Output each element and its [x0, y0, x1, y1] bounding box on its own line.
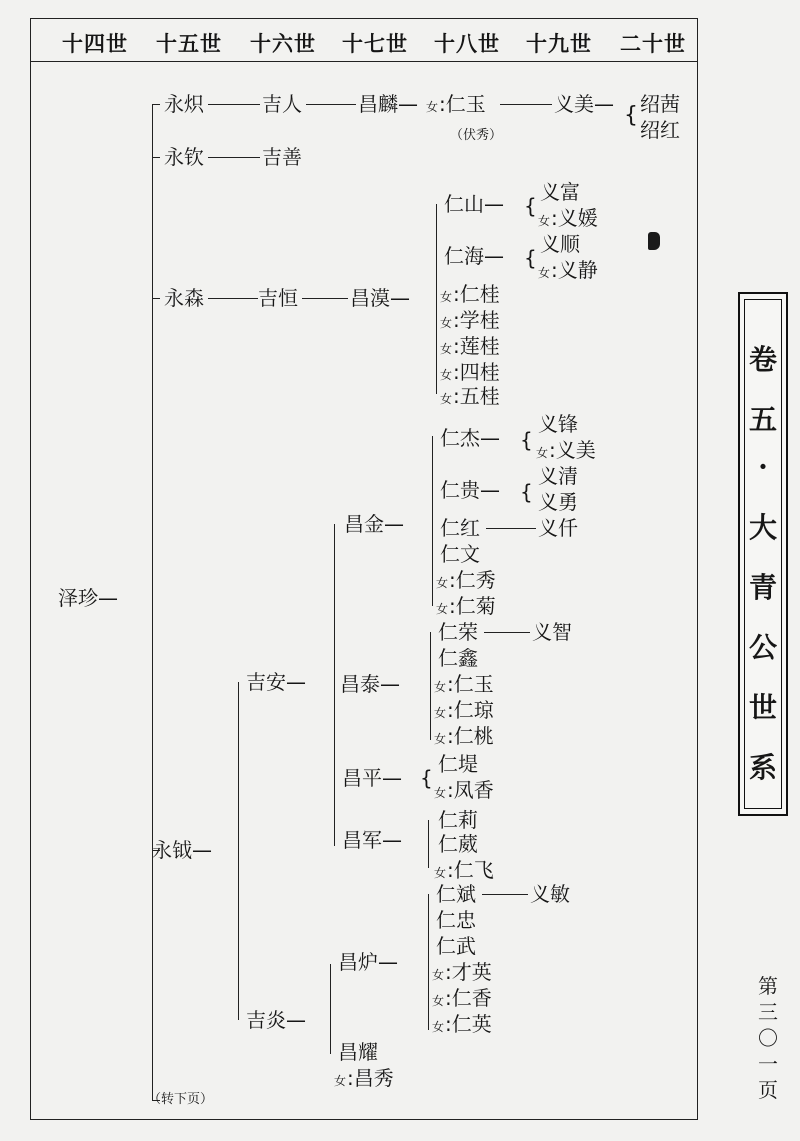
brace: {: [524, 246, 537, 270]
node-caiying: 女:才英: [432, 960, 492, 984]
node-renfei: 女:仁飞: [434, 858, 494, 882]
bracket-line: [436, 204, 437, 394]
node-xuegui: 女:学桂: [440, 308, 500, 332]
bracket-line: [330, 964, 331, 1054]
node-yongsen: 永森: [164, 286, 204, 310]
node-yifu: 义富: [540, 180, 580, 204]
bracket-line: [430, 632, 431, 740]
node-renli: 仁莉: [438, 808, 478, 832]
page-number-char: 页: [758, 1078, 778, 1102]
generation-header: [30, 18, 698, 62]
page-number-char: 三: [758, 1000, 778, 1024]
bracket-line: [432, 436, 433, 606]
page-number-char: 第: [758, 974, 778, 998]
bracket-tick: [152, 104, 160, 105]
node-renwen: 仁文: [440, 542, 480, 566]
node-renyu1-note: （伏秀）: [450, 128, 503, 143]
female-mark: 女: [426, 100, 439, 114]
node-jiren: 吉人: [262, 92, 302, 116]
node-yimei1: 义美—: [554, 92, 614, 116]
brace: {: [520, 428, 533, 452]
node-renyu2: 女:仁玉: [434, 672, 494, 696]
node-renwu: 仁武: [436, 934, 476, 958]
node-renying: 女:仁英: [432, 1012, 492, 1036]
bracket-line: [334, 524, 335, 846]
node-zezhen: 泽珍—: [58, 586, 118, 610]
node-yimin: 义敏: [530, 882, 570, 906]
connector: [302, 298, 348, 299]
bracket-tick: [152, 298, 160, 299]
node-yifeng: 义锋: [538, 412, 578, 436]
side-char: 世: [748, 691, 777, 724]
connector: [484, 632, 530, 633]
node-yijing: 女:义静: [538, 258, 598, 282]
node-renhai: 仁海—: [444, 244, 504, 268]
connector: [208, 104, 260, 105]
side-char: 五: [748, 403, 777, 436]
bracket-tick: [152, 157, 160, 158]
connector: [486, 528, 536, 529]
node-renxiang: 女:仁香: [432, 986, 492, 1010]
node-yongyue: 永钺—: [152, 838, 212, 862]
connector: [482, 894, 528, 895]
brace: {: [520, 480, 533, 504]
page-number-char: 一: [758, 1052, 778, 1076]
volume-title-inner: [744, 299, 782, 809]
connector: [208, 298, 258, 299]
side-char: 卷: [748, 343, 777, 376]
node-yiqian: 义仟: [538, 516, 578, 540]
bracket-line: [428, 820, 429, 868]
node-jishan: 吉善: [262, 145, 302, 169]
brace: {: [420, 766, 433, 790]
node-changjin: 昌金—: [344, 512, 404, 536]
node-yimei2: 女:义美: [536, 438, 596, 462]
node-yongqin: 永钦: [164, 145, 204, 169]
side-char: 大: [748, 511, 777, 544]
gen-18: 十八世: [434, 32, 500, 56]
node-renshan: 仁山—: [444, 192, 504, 216]
node-yiyong: 义勇: [538, 490, 578, 514]
node-changtai: 昌泰—: [340, 672, 400, 696]
node-renju: 女:仁菊: [436, 594, 496, 618]
bracket-line: [152, 104, 153, 1100]
side-char: ·: [758, 450, 768, 483]
node-renjie: 仁杰—: [440, 426, 500, 450]
volume-title-panel: [738, 292, 788, 816]
node-yiyuan: 女:义媛: [538, 206, 598, 230]
continue-note: （转下页）: [148, 1092, 214, 1107]
connector: [500, 104, 552, 105]
node-changxiu: 女:昌秀: [334, 1066, 394, 1090]
connector: [208, 157, 260, 158]
node-renyu1: 女:仁玉: [426, 92, 486, 116]
side-char: 青: [748, 571, 777, 604]
node-jian: 吉安—: [246, 670, 306, 694]
gen-14: 十四世: [62, 32, 128, 56]
connector: [306, 104, 356, 105]
bracket-line: [428, 894, 429, 1030]
node-renzhong: 仁忠: [436, 908, 476, 932]
side-char: 系: [748, 751, 777, 784]
page-number-char: 〇: [758, 1026, 778, 1050]
node-renti: 仁堤: [438, 752, 478, 776]
node-changjun: 昌军—: [342, 828, 402, 852]
gen-20: 二十世: [620, 32, 686, 56]
node-liangui: 女:莲桂: [440, 334, 500, 358]
node-renxin: 仁鑫: [438, 646, 478, 670]
node-jiheng: 吉恒: [258, 286, 298, 310]
node-changlin: 昌麟—: [358, 92, 418, 116]
gen-19: 十九世: [526, 32, 592, 56]
node-yiqing: 义清: [538, 464, 578, 488]
node-jiyan: 吉炎—: [246, 1008, 306, 1032]
node-renwei: 仁葳: [438, 832, 478, 856]
side-char: 公: [748, 631, 777, 664]
node-renrong: 仁荣: [438, 620, 478, 644]
brace: {: [624, 103, 638, 128]
node-shaohong: 绍红: [640, 118, 680, 142]
node-yongchi: 永炽: [164, 92, 204, 116]
node-yizhi: 义智: [532, 620, 572, 644]
node-rengui2: 仁贵—: [440, 478, 500, 502]
node-rengui1: 女:仁桂: [440, 282, 500, 306]
node-changping: 昌平—: [342, 766, 402, 790]
ink-smudge: [648, 232, 660, 250]
gen-16: 十六世: [250, 32, 316, 56]
node-renqiong: 女:仁琼: [434, 698, 494, 722]
node-changlu: 昌炉—: [338, 950, 398, 974]
node-renxiu: 女:仁秀: [436, 568, 496, 592]
gen-15: 十五世: [156, 32, 222, 56]
node-rentao: 女:仁桃: [434, 724, 494, 748]
bracket-line: [238, 682, 239, 1020]
node-shaoqian: 绍茜: [640, 92, 680, 116]
node-yishun: 义顺: [540, 232, 580, 256]
node-changyao: 昌耀: [338, 1040, 378, 1064]
node-renhong: 仁红: [440, 516, 480, 540]
node-changmo: 昌漠—: [350, 286, 410, 310]
node-sigui: 女:四桂: [440, 360, 500, 384]
node-renbin: 仁斌: [436, 882, 476, 906]
node-fengxiang: 女:凤香: [434, 778, 494, 802]
gen-17: 十七世: [342, 32, 408, 56]
brace: {: [524, 194, 537, 218]
node-wugui: 女:五桂: [440, 384, 500, 408]
